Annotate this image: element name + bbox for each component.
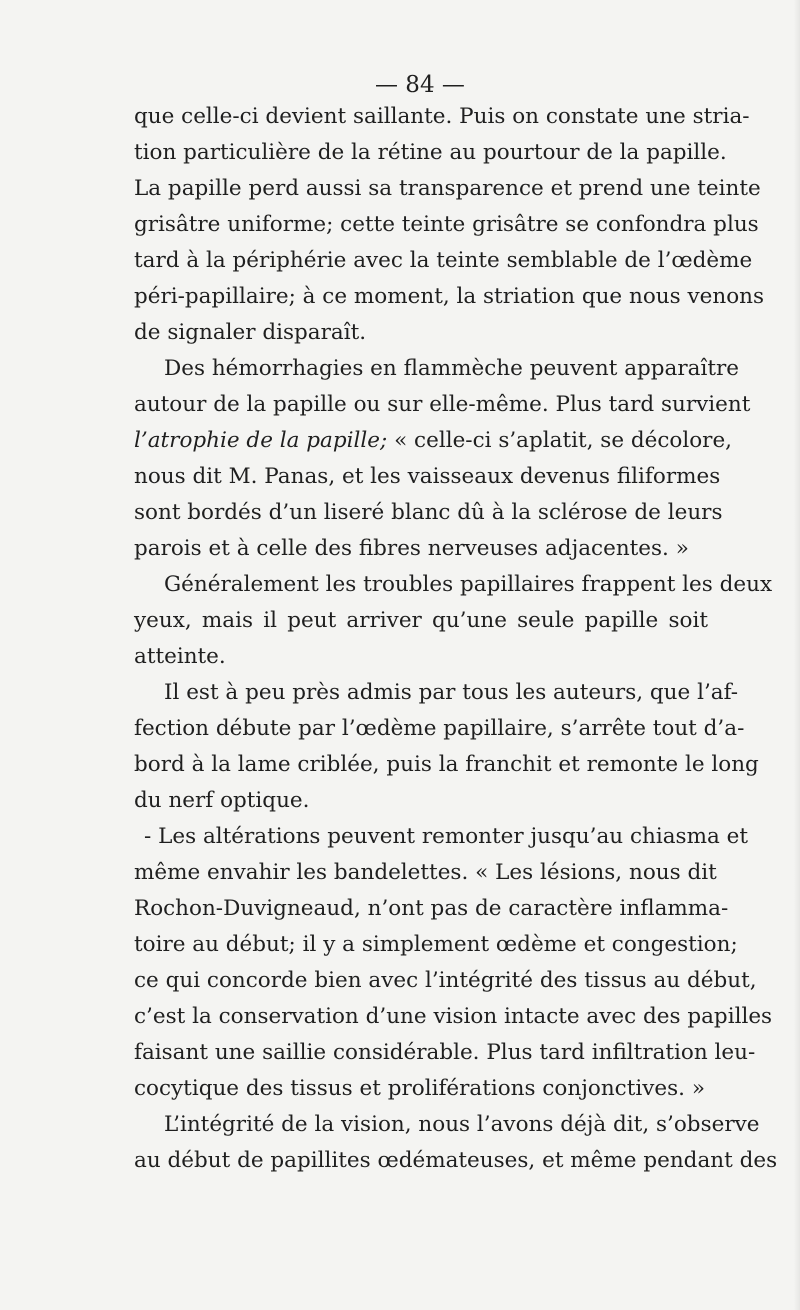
text-line: L’intégrité de la vision, nous l’avons déjà dit, s’observe: [164, 1112, 760, 1137]
text-line: nous dit M. Panas, et les vaisseaux devenus filiformes: [134, 464, 721, 489]
text-line: La papille perd aussi sa transparence et prend une teinte: [134, 176, 761, 201]
text-line: c’est la conservation d’une vision intacte avec des papilles: [134, 1004, 773, 1029]
text-line: grisâtre uniforme; cette teinte grisâtre se confondra plus: [134, 212, 759, 237]
text-line: sont bordés d’un liseré blanc dû à la sclérose de leurs: [134, 500, 723, 525]
text-line: péri-papillaire; à ce moment, la striation que nous venons: [134, 284, 765, 309]
text-line: que celle-ci devient saillante. Puis on constate une stria-: [134, 104, 750, 129]
text-line: atteinte.: [134, 644, 226, 669]
page-edge-shadow: [794, 0, 800, 1310]
text-line: cocytique des tissus et proliférations conjonctives. »: [134, 1076, 705, 1101]
text-line: - Les altérations peuvent remonter jusqu’au chiasma et: [144, 824, 748, 849]
text-line-rest: « celle-ci s’aplatit, se décolore,: [387, 428, 733, 453]
text-line: même envahir les bandelettes. « Les lésions, nous dit: [134, 860, 717, 885]
text-line: bord à la lame criblée, puis la franchit et remonte le long: [134, 752, 759, 777]
text-line: faisant une saillie considérable. Plus tard infiltration leu-: [134, 1040, 756, 1065]
text-line: ce qui concorde bien avec l’intégrité des tissus au début,: [134, 968, 757, 993]
text-line-mixed: [134, 428, 733, 454]
text-line: au début de papillites œdémateuses, et même pendant des: [134, 1148, 778, 1173]
text-line: autour de la papille ou sur elle-même. Plus tard survient: [134, 392, 751, 417]
text-line: Rochon-Duvigneaud, n’ont pas de caractère inflamma-: [134, 896, 729, 921]
italic-phrase: l’atrophie de la papille;: [134, 428, 388, 453]
text-line: de signaler disparaît.: [134, 320, 367, 345]
text-line: Des hémorrhagies en flammèche peuvent apparaître: [164, 356, 739, 381]
text-line: fection débute par l’œdème papillaire, s’arrête tout d’a-: [134, 716, 745, 741]
text-line: yeux, mais il peut arriver qu’une seule papille soit: [134, 608, 708, 633]
text-line: Généralement les troubles papillaires frappent les deux: [164, 572, 773, 597]
text-line: toire au début; il y a simplement œdème et congestion;: [134, 932, 738, 957]
text-line: parois et à celle des fibres nerveuses adjacentes. »: [134, 536, 689, 561]
text-line: du nerf optique.: [134, 788, 310, 813]
text-line: tion particulière de la rétine au pourtour de la papille.: [134, 140, 727, 165]
page-number: — 84 —: [375, 72, 465, 98]
text-line: Il est à peu près admis par tous les auteurs, que l’af-: [164, 680, 739, 705]
text-line: tard à la périphérie avec la teinte semblable de l’œdème: [134, 248, 753, 273]
